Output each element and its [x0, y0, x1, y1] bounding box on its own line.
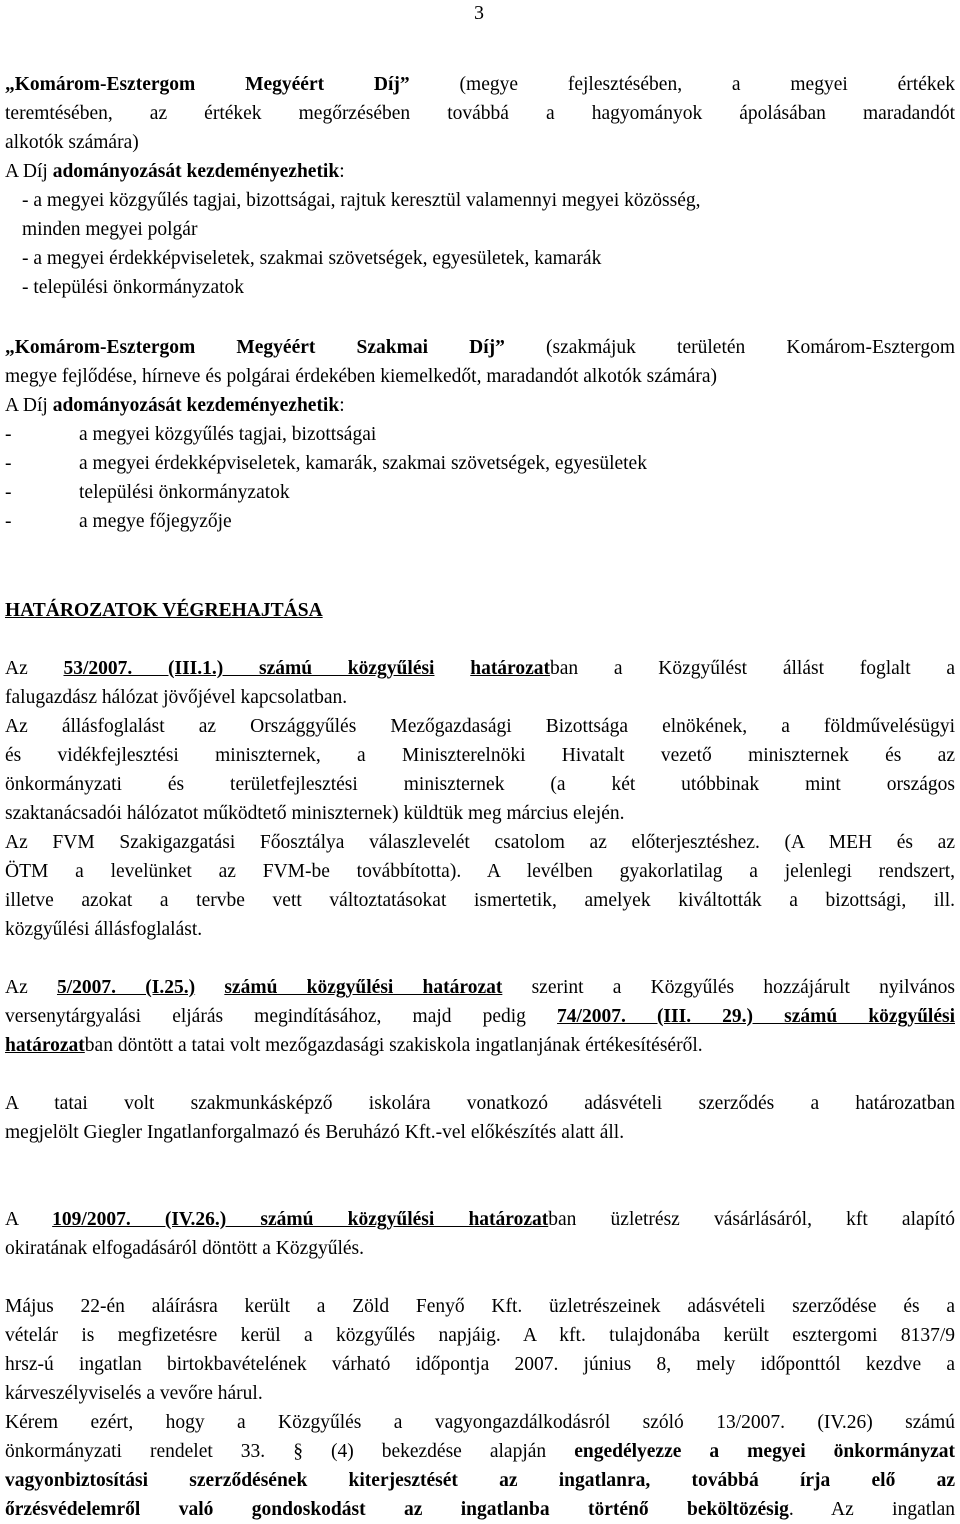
p5-line7: vagyonbiztosítási szerződésének kiterjesztését az ingatlanra, továbbá írja elő az [5, 1470, 955, 1491]
award2-item: - a megye főjegyzője [5, 511, 232, 532]
award2-item: - a megyei közgyűlés tagjai, bizottságai [5, 424, 377, 445]
award1-item: minden megyei polgár [22, 219, 198, 240]
p5-line4: kárveszélyviselés a vevőre hárul. [5, 1383, 263, 1404]
award2-item: - a megyei érdekképviseletek, kamarák, szakmai szövetségek, egyesületek [5, 453, 647, 474]
p1-line2: falugazdász hálózat jövőjével kapcsolatban. [5, 687, 348, 708]
p2-line1: Az 5/2007. (I.25.) számú közgyűlési határozat szerint a Közgyűlés hozzájárult nyilvános [5, 977, 955, 998]
p5-line5: Kérem ezért, hogy a Közgyűlés a vagyongazdálkodásról szóló 13/2007. (IV.26) számú [5, 1412, 955, 1433]
p1-line6: szaktanácsadói hálózatot működtető miniszternek) küldtük meg március elején. [5, 803, 625, 824]
p3-line1: A tatai volt szakmunkásképző iskolára vonatkozó adásvételi szerződés a határozatban [5, 1093, 955, 1114]
award1-item: - települési önkormányzatok [22, 277, 245, 298]
p3-line2: megjelölt Giegler Ingatlanforgalmazó és Beruházó Kft.-vel előkészítés alatt áll. [5, 1122, 625, 1143]
p1-line8: ÖTM a levelünket az FVM-be továbbította). A levélben gyakorlatilag a jelenlegi rendszert, [5, 861, 955, 882]
award2-initiators: A Díj adományozását kezdeményezhetik: [5, 395, 345, 416]
award2-desc-line2: megye fejlődése, hírneve és polgárai érdekében kiemelkedőt, maradandót alkotók számára) [5, 366, 717, 387]
award2-desc-line1: (szakmájuk területén Komárom-Esztergom [546, 337, 955, 358]
p5-line1: Május 22-én aláírásra került a Zöld Fenyő Kft. üzletrészeinek adásvételi szerződése és a [5, 1296, 955, 1317]
award1-item: - a megyei közgyűlés tagjai, bizottságai, rajtuk keresztül valamennyi megyei közösség, [22, 190, 701, 211]
award1-initiators: A Díj adományozását kezdeményezhetik: [5, 161, 345, 182]
p1-line10: közgyűlési állásfoglalást. [5, 919, 203, 940]
page-number: 3 [474, 2, 484, 24]
award1-item: - a megyei érdekképviseletek, szakmai szövetségek, egyesületek, kamarák [22, 248, 602, 269]
section-title: HATÁROZATOK VÉGREHAJTÁSA [5, 600, 323, 621]
award1-desc-line2: teremtésében, az értékek megőrzésében továbbá a hagyományok ápolásában maradandót [5, 103, 955, 124]
p5-line3: hrsz-ú ingatlan birtokbavételének várható időpontja 2007. június 8, mely időponttól kezdve a [5, 1354, 955, 1375]
p1-line9: illetve azokat a tervbe vett változtatásokat ismertetik, amelyek kiváltották a bizottsági, ill. [5, 890, 955, 911]
p4-line1: A 109/2007. (IV.26.) számú közgyűlési határozatban üzletrész vásárlásáról, kft alapító [5, 1209, 955, 1230]
p1-line5: önkormányzati és területfejlesztési miniszternek (a két utóbbinak mint országos [5, 774, 955, 795]
award1-title: „Komárom-Esztergom Megyéért Díj” [5, 74, 410, 95]
p5-line2: vételár is megfizetésre kerül a közgyűlés napjáig. A kft. tulajdonába került esztergomi 8137/9 [5, 1325, 955, 1346]
p2-line2: versenytárgyalási eljárás megindításához, majd pedig 74/2007. (III. 29.) számú közgyűlési [5, 1006, 955, 1027]
p1-line4: és vidékfejlesztési miniszternek, a Miniszterelnöki Hivatalt vezető miniszternek és az [5, 745, 955, 766]
p1-line3: Az állásfoglalást az Országgyűlés Mezőgazdasági Bizottsága elnökének, a földművelésügyi [5, 716, 955, 737]
award1-desc-line1: (megye fejlesztésében, a megyei értékek [459, 74, 955, 95]
p5-line6: önkormányzati rendelet 33. § (4) bekezdése alapján engedélyezze a megyei önkormányzat [5, 1441, 955, 1462]
p1-line7: Az FVM Szakigazgatási Főosztálya válaszlevelét csatolom az előterjesztéshez. (A MEH és az [5, 832, 955, 853]
award2-item: - települési önkormányzatok [5, 482, 290, 503]
award2-title: „Komárom-Esztergom Megyéért Szakmai Díj” [5, 337, 505, 358]
p2-line3: határozatban döntött a tatai volt mezőgazdasági szakiskola ingatlanjának értékesítéséről. [5, 1035, 703, 1056]
p1-line1: Az 53/2007. (III.1.) számú közgyűlési határozatban a Közgyűlést állást foglalt a [5, 658, 955, 679]
award1-desc-line3: alkotók számára) [5, 132, 139, 153]
award1-heading-line [5, 70, 955, 99]
p4-line2: okiratának elfogadásáról döntött a Közgyűlés. [5, 1238, 365, 1259]
award2-heading-line [5, 333, 955, 362]
p5-line8: őrzésvédelemről való gondoskodást az ingatlanba történő beköltözésig. Az ingatlan [5, 1499, 955, 1520]
